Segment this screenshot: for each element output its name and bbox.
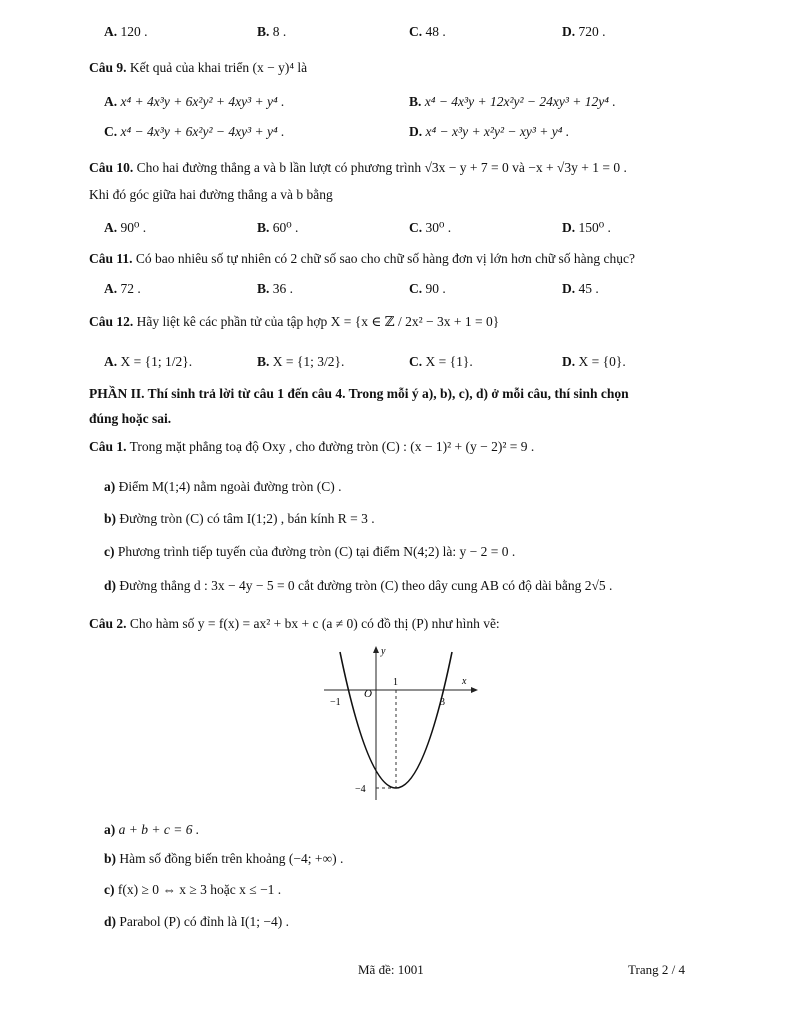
parabola-graph bbox=[320, 644, 480, 804]
p1-text: Trong mặt phẳng toạ độ Oxy , cho đường tròn (C) : (x − 1)² + (y − 2)² = 9 . bbox=[129, 439, 535, 454]
p1-label: Câu 1. bbox=[89, 439, 127, 454]
p1-item-d bbox=[104, 578, 612, 594]
q8-option-c: C. 48 . bbox=[409, 24, 446, 39]
p2-text: Cho hàm số y = f(x) = ax² + bx + c (a ≠ 0) có đồ thị (P) như hình vẽ: bbox=[129, 616, 500, 631]
q12-option-a-text: X = {1; 1/2}. bbox=[120, 354, 193, 369]
q11-option-d: D. 45 . bbox=[562, 281, 599, 296]
q8-option-d: D. 720 . bbox=[562, 24, 606, 39]
q8-option-c-text: 48 . bbox=[425, 24, 446, 39]
graph-y-arrow bbox=[373, 646, 379, 653]
q9-option-b-text: x⁴ − 4x³y + 12x²y² − 24xy³ + 12y⁴ . bbox=[424, 94, 616, 109]
q10-text: Cho hai đường thẳng a và b lần lượt có phương trình √3x − y + 7 = 0 và −x + √3y + 1 = 0 . bbox=[136, 160, 627, 175]
q10-option-d-text: 150⁰ . bbox=[578, 220, 611, 235]
p1-item-b-label: b) bbox=[104, 511, 117, 526]
p1-item-b-text: Đường tròn (C) có tâm I(1;2) , bán kính R = 3 . bbox=[119, 511, 375, 526]
graph-label-y: y bbox=[381, 646, 386, 657]
graph-tick-neg1: −1 bbox=[330, 697, 341, 708]
q12-option-c: C. X = {1}. bbox=[409, 354, 473, 369]
q11-stem bbox=[89, 251, 635, 267]
q10-stem-2: Khi đó góc giữa hai đường thẳng a và b bằng bbox=[89, 187, 333, 202]
p2-item-d-label: d) bbox=[104, 914, 117, 929]
p1-stem bbox=[89, 439, 534, 455]
q11-option-c-text: 90 . bbox=[425, 281, 446, 296]
p1-item-a-text: Điểm M(1;4) nằm ngoài đường tròn (C) . bbox=[118, 479, 342, 494]
p2-item-b-label: b) bbox=[104, 851, 117, 866]
p2-item-c bbox=[104, 882, 281, 898]
page-number: Trang 2 / 4 bbox=[628, 962, 685, 977]
q10-label: Câu 10. bbox=[89, 160, 134, 175]
graph-tick-3: 3 bbox=[440, 697, 445, 708]
graph-tick-1: 1 bbox=[393, 677, 398, 688]
part2-heading-line2: đúng hoặc sai. bbox=[89, 411, 172, 426]
q12-stem bbox=[89, 314, 499, 330]
p2-item-a-label: a) bbox=[104, 822, 116, 837]
q10-option-c-text: 30⁰ . bbox=[425, 220, 452, 235]
q9-option-b: B. x⁴ − 4x³y + 12x²y² − 24xy³ + 12y⁴ . bbox=[409, 94, 616, 109]
q12-option-d-text: X = {0}. bbox=[578, 354, 626, 369]
q10-option-a-text: 90⁰ . bbox=[120, 220, 147, 235]
q9-text: Kết quả của khai triển (x − y)⁴ là bbox=[129, 60, 308, 75]
q12-label: Câu 12. bbox=[89, 314, 134, 329]
q12-option-c-text: X = {1}. bbox=[425, 354, 473, 369]
p1-item-d-text: Đường thẳng d : 3x − 4y − 5 = 0 cắt đường tròn (C) theo dây cung AB có độ dài bằng 2√5 . bbox=[119, 578, 613, 593]
q12-option-d: D. X = {0}. bbox=[562, 354, 626, 369]
q10-stem bbox=[89, 160, 627, 176]
q8-option-a-text: 120 . bbox=[120, 24, 148, 39]
q11-option-b-text: 36 . bbox=[272, 281, 294, 296]
graph-label-origin: O bbox=[364, 688, 372, 700]
q10-option-c: C. 30⁰ . bbox=[409, 220, 452, 235]
p1-item-a bbox=[104, 479, 342, 495]
q8-option-b-text: 8 . bbox=[272, 24, 287, 39]
p1-item-a-label: a) bbox=[104, 479, 116, 494]
q9-option-c: C. x⁴ − 4x³y + 6x²y² − 4xy³ + y⁴ . bbox=[104, 124, 285, 139]
q9-label: Câu 9. bbox=[89, 60, 127, 75]
exam-code: Mã đề: 1001 bbox=[358, 962, 424, 977]
q9-option-a-text: x⁴ + 4x³y + 6x²y² + 4xy³ + y⁴ . bbox=[120, 94, 285, 109]
q8-option-a: A. 120 . bbox=[104, 24, 148, 39]
p2-item-b bbox=[104, 851, 343, 867]
q8-option-b: B. 8 . bbox=[257, 24, 287, 39]
p2-item-c-label: c) bbox=[104, 882, 115, 897]
graph-label-x: x bbox=[462, 676, 467, 687]
q10-option-b-text: 60⁰ . bbox=[272, 220, 299, 235]
q12-text: Hãy liệt kê các phần tử của tập hợp X = {x ∈ ℤ / 2x² − 3x + 1 = 0} bbox=[136, 314, 500, 329]
graph-x-arrow bbox=[471, 687, 478, 693]
q9-stem bbox=[89, 60, 307, 76]
q12-option-b: B. X = {1; 3/2}. bbox=[257, 354, 345, 369]
q10-option-a: A. 90⁰ . bbox=[104, 220, 147, 235]
p2-item-a-text: a + b + c = 6 . bbox=[118, 822, 200, 837]
graph-tick-neg4: −4 bbox=[355, 784, 366, 795]
q10-option-b: B. 60⁰ . bbox=[257, 220, 299, 235]
q9-option-c-text: x⁴ − 4x³y + 6x²y² − 4xy³ + y⁴ . bbox=[120, 124, 285, 139]
q12-option-a: A. X = {1; 1/2}. bbox=[104, 354, 193, 369]
p2-item-d bbox=[104, 914, 289, 930]
q9-option-d-text: x⁴ − x³y + x²y² − xy³ + y⁴ . bbox=[425, 124, 570, 139]
part2-heading-line1: PHẦN II. Thí sinh trả lời từ câu 1 đến câu 4. Trong mỗi ý a), b), c), d) ở mỗi câu, thí sinh chọn bbox=[89, 386, 629, 401]
p2-stem bbox=[89, 616, 500, 632]
q12-option-b-text: X = {1; 3/2}. bbox=[272, 354, 345, 369]
q9-option-a: A. x⁴ + 4x³y + 6x²y² + 4xy³ + y⁴ . bbox=[104, 94, 285, 109]
p1-item-c-label: c) bbox=[104, 544, 115, 559]
p1-item-d-label: d) bbox=[104, 578, 117, 593]
q8-option-d-text: 720 . bbox=[578, 24, 606, 39]
p2-label: Câu 2. bbox=[89, 616, 127, 631]
q11-text: Có bao nhiêu số tự nhiên có 2 chữ số sao cho chữ số hàng đơn vị lớn hơn chữ số hàng chục? bbox=[135, 251, 635, 266]
q11-option-d-text: 45 . bbox=[578, 281, 599, 296]
p1-item-c-text: Phương trình tiếp tuyến của đường tròn (C) tại điểm N(4;2) là: y − 2 = 0 . bbox=[117, 544, 516, 559]
q11-option-c: C. 90 . bbox=[409, 281, 446, 296]
p1-item-b bbox=[104, 511, 375, 527]
q9-option-d: D. x⁴ − x³y + x²y² − xy³ + y⁴ . bbox=[409, 124, 570, 139]
q11-label: Câu 11. bbox=[89, 251, 133, 266]
q11-option-a-text: 72 . bbox=[120, 281, 141, 296]
q11-option-a: A. 72 . bbox=[104, 281, 141, 296]
q11-option-b: B. 36 . bbox=[257, 281, 294, 296]
q10-option-d: D. 150⁰ . bbox=[562, 220, 611, 235]
p2-item-a bbox=[104, 822, 199, 838]
p2-item-b-text: Hàm số đồng biến trên khoảng (−4; +∞) . bbox=[119, 851, 344, 866]
p1-item-c bbox=[104, 544, 515, 560]
p2-item-d-text: Parabol (P) có đỉnh là I(1; −4) . bbox=[119, 914, 289, 929]
p2-item-c-text: f(x) ≥ 0 ⇔ x ≥ 3 hoặc x ≤ −1 . bbox=[117, 882, 282, 897]
